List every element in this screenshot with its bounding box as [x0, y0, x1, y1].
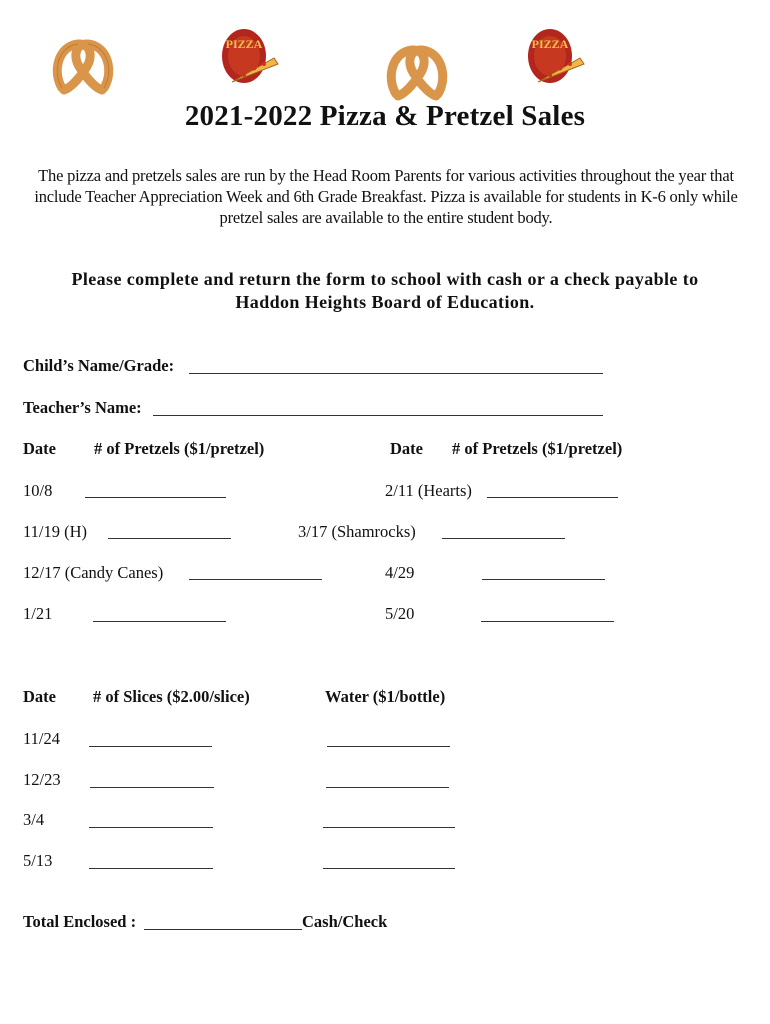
payment-notice-line1: Please complete and return the form to school with cash or a check payable to — [71, 269, 699, 289]
pizza-slices-field[interactable] — [89, 746, 212, 747]
pizza-slices-field[interactable] — [90, 787, 214, 788]
pretzel-date: 10/8 — [23, 481, 53, 500]
pizza-icon — [520, 26, 586, 92]
teacher-name-field[interactable] — [153, 415, 603, 416]
pretzel-qty-field[interactable] — [189, 579, 322, 580]
pretzel-qty-field[interactable] — [108, 538, 231, 539]
pretzel-qty-field[interactable] — [487, 497, 618, 498]
pretzel-qty-header-left: # of Pretzels ($1/pretzel) — [94, 439, 265, 458]
pizza-icon — [214, 26, 280, 92]
pizza-slices-header: # of Slices ($2.00/slice) — [93, 687, 250, 706]
pretzel-date: 5/20 — [385, 604, 415, 623]
pretzel-date-header-left: Date — [23, 439, 56, 458]
payment-method-label: Cash/Check — [302, 912, 388, 931]
water-field[interactable] — [326, 787, 449, 788]
water-field[interactable] — [323, 827, 455, 828]
water-field[interactable] — [323, 868, 455, 869]
pretzel-qty-field[interactable] — [481, 621, 614, 622]
pretzel-date: 11/19 (H) — [23, 522, 88, 541]
pretzel-qty-field[interactable] — [482, 579, 605, 580]
payment-notice — [30, 268, 740, 314]
pretzel-icon — [48, 32, 118, 98]
svg-text:PIZZA: PIZZA — [225, 37, 263, 51]
child-name-label: Child’s Name/Grade: — [23, 356, 175, 375]
pretzel-date: 3/17 (Shamrocks) — [298, 522, 416, 541]
pretzel-date-header-right: Date — [390, 439, 423, 458]
pizza-date: 12/23 — [23, 770, 61, 789]
pizza-date-header: Date — [23, 687, 56, 706]
svg-text:PIZZA: PIZZA — [531, 37, 569, 51]
teacher-name-label: Teacher’s Name: — [23, 398, 142, 417]
pizza-water-header: Water ($1/bottle) — [325, 687, 446, 706]
pizza-date: 11/24 — [23, 729, 60, 748]
child-name-field[interactable] — [189, 373, 603, 374]
pretzel-qty-field[interactable] — [93, 621, 226, 622]
pretzel-qty-header-right: # of Pretzels ($1/pretzel) — [452, 439, 623, 458]
pretzel-icon — [382, 38, 452, 104]
pretzel-qty-field[interactable] — [85, 497, 226, 498]
total-enclosed-label: Total Enclosed : — [23, 912, 137, 931]
pizza-slices-field[interactable] — [89, 868, 213, 869]
pretzel-qty-field[interactable] — [442, 538, 565, 539]
pretzel-date: 2/11 (Hearts) — [385, 481, 472, 500]
pizza-date: 5/13 — [23, 851, 53, 870]
water-field[interactable] — [327, 746, 450, 747]
payment-notice-line2: Haddon Heights Board of Education. — [235, 292, 535, 312]
intro-paragraph: The pizza and pretzels sales are run by the Head Room Parents for various activities throughout the year that include Teacher Appreciation Week and 6th Grade Breakfast. Pizza is available for students in K-6 only while pretzel sales are available to the entire student body. — [34, 166, 738, 227]
pretzel-date: 4/29 — [385, 563, 415, 582]
pizza-date: 3/4 — [23, 810, 45, 829]
pretzel-date: 1/21 — [23, 604, 53, 623]
pizza-slices-field[interactable] — [89, 827, 213, 828]
total-enclosed-field[interactable] — [144, 929, 302, 930]
page-title: 2021-2022 Pizza & Pretzel Sales — [184, 100, 586, 132]
pretzel-date: 12/17 (Candy Canes) — [23, 563, 164, 582]
